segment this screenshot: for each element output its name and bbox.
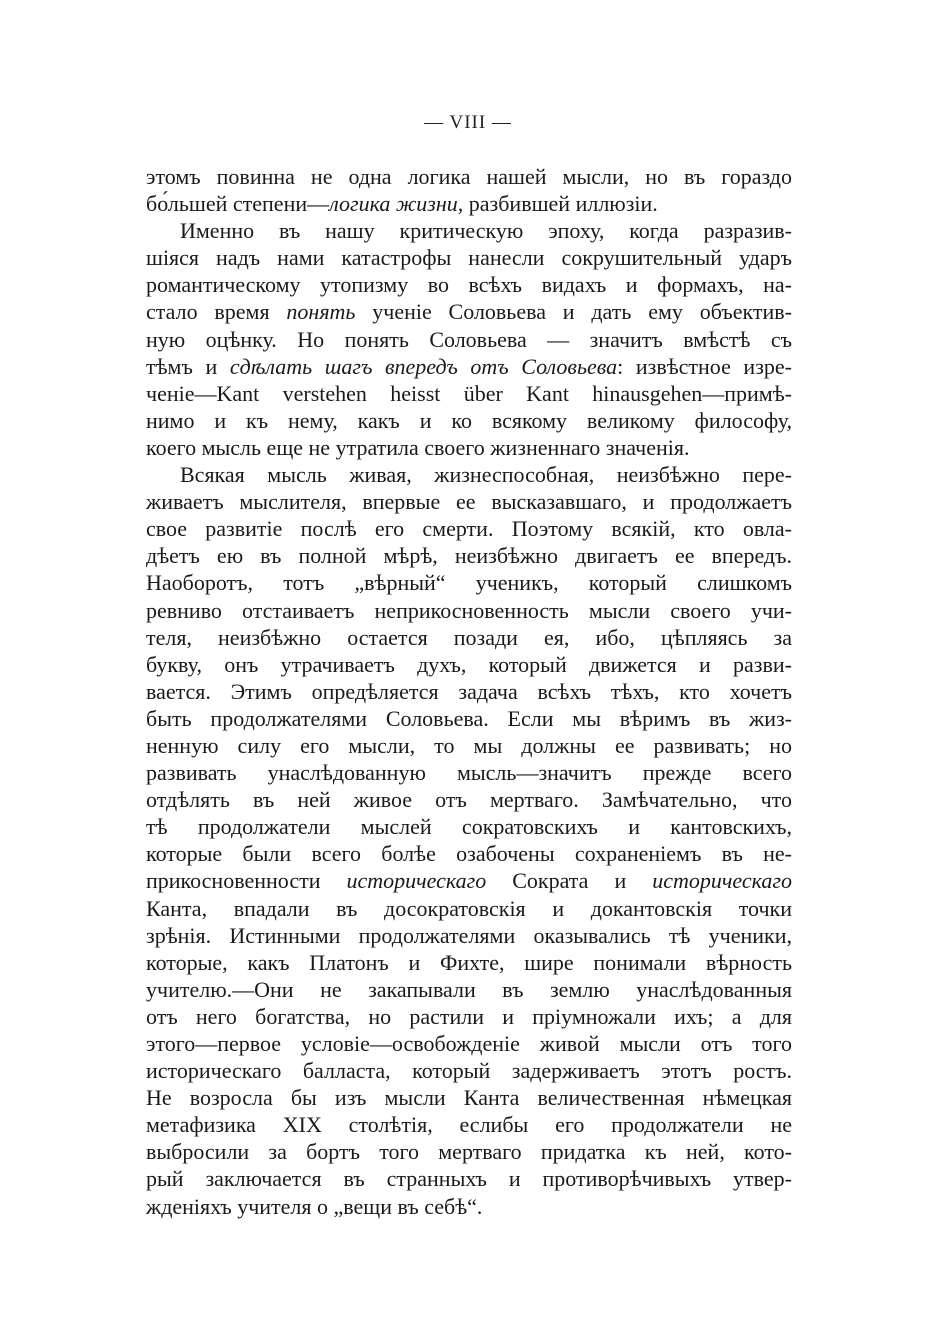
text-run: разбившей иллюзіи. <box>463 191 658 217</box>
text-run: выбросили за бортъ того мертваго придатка къ ней, кото- <box>146 1139 792 1165</box>
text-run: стало время <box>146 299 287 325</box>
text-run: жденіяхъ учителя о „вещи въ себѣ“. <box>146 1193 483 1219</box>
text-run: прикосновенности <box>146 868 347 894</box>
text-run: коего мысль еще не утратила своего жизненнаго значенія. <box>146 434 690 460</box>
text-run: этого—первое условіе—освобожденіе живой мысли отъ того <box>146 1031 792 1056</box>
text-run: ревниво отстаиваетъ неприкосновенность мысли своего учи- <box>146 597 792 623</box>
italic-run: историческаго <box>346 868 487 894</box>
text-run: : извѣстное изре- <box>617 353 792 379</box>
text-line <box>146 1084 792 1111</box>
text-run: ченіе—Kant verstehen heisst über Kant hinausgehen—примѣ- <box>146 380 792 406</box>
text-line <box>146 624 792 651</box>
text-line <box>146 949 792 976</box>
text-line <box>146 1111 792 1138</box>
text-line <box>146 895 792 922</box>
text-run: Наоборотъ, тотъ „вѣрный“ ученикъ, который слишкомъ <box>146 570 792 596</box>
text-run: ненную силу его мысли, то мы должны ее развивать; но <box>146 732 792 758</box>
text-line <box>146 1003 792 1030</box>
text-line <box>146 732 792 759</box>
italic-run: понять <box>286 299 356 325</box>
text-run: историческаго балласта, который задерживаетъ этотъ ростъ. <box>146 1058 792 1084</box>
text-line <box>146 1030 792 1057</box>
text-line <box>146 380 792 407</box>
text-line <box>146 515 792 542</box>
text-run: нимо и къ нему, какъ и ко всякому великому философу, <box>146 407 792 433</box>
text-run: Не возросла бы изъ мысли Канта величественная нѣмецкая <box>146 1085 792 1111</box>
italic-run: сдѣлать шагъ впередъ отъ Соловьева <box>229 353 618 379</box>
text-line <box>146 1165 792 1192</box>
text-line <box>146 651 792 678</box>
text-line <box>146 1138 792 1165</box>
text-run: отдѣлять въ ней живое отъ мертваго. Замѣчательно, что <box>146 787 792 813</box>
text-run: шіяся надъ нами катастрофы нанесли сокрушительный ударъ <box>146 245 792 271</box>
text-run: свое развитіе послѣ его смерти. Поэтому всякій, кто овла- <box>146 516 792 542</box>
text-line <box>146 569 792 596</box>
text-line <box>146 867 792 894</box>
text-line <box>146 488 792 515</box>
text-run: тѣ продолжатели мыслей сократовскихъ и кантовскихъ, <box>146 814 792 840</box>
text-line <box>146 353 792 380</box>
text-run: быть продолжателями Соловьева. Если мы вѣримъ въ жиз- <box>146 705 792 731</box>
text-run: Сократа и <box>486 868 653 894</box>
paragraph <box>146 461 792 1220</box>
page-number: — VIII — <box>424 112 512 133</box>
text-line <box>146 597 792 624</box>
text-run: вается. Этимъ опредѣляется задача всѣхъ тѣхъ, кто хочетъ <box>146 678 792 704</box>
text-run: зрѣнія. Истинными продолжателями оказывались тѣ ученики, <box>146 922 792 948</box>
text-run: Всякая мысль живая, жизнеспособная, неизбѣжно пере- <box>180 462 792 488</box>
body-text <box>146 163 792 1220</box>
text-run: бо́льшей степени— <box>146 191 330 217</box>
paragraph <box>146 163 792 217</box>
text-run: отъ него богатства, но растили и пріумножали ихъ; а для <box>146 1003 792 1029</box>
text-line <box>146 1057 792 1084</box>
text-run: живаетъ мыслителя, впервые ее высказавшаго, и продолжаетъ <box>146 489 792 515</box>
text-run: этомъ повинна не одна логика нашей мысли, но въ гораздо <box>146 164 792 189</box>
text-line <box>146 326 792 353</box>
text-run: ную оцѣнку. Но понять Соловьева — значитъ вмѣстѣ съ <box>146 326 792 352</box>
text-run: букву, онъ утрачиваетъ духъ, который движется и разви- <box>146 651 792 677</box>
text-line <box>146 244 792 271</box>
text-run: тѣмъ и <box>146 353 230 379</box>
text-run: Именно въ нашу критическую эпоху, когда разразив- <box>180 218 792 244</box>
text-line <box>146 271 792 298</box>
text-line <box>146 163 792 190</box>
text-line <box>146 434 792 461</box>
text-run: которые, какъ Платонъ и Фихте, шире понимали вѣрность <box>146 949 792 975</box>
text-line <box>146 922 792 949</box>
text-run: Канта, впадали въ досократовскія и докантовскія точки <box>146 895 792 921</box>
text-line <box>146 840 792 867</box>
text-line <box>146 678 792 705</box>
text-line <box>146 217 792 244</box>
text-line <box>146 298 792 325</box>
text-line <box>146 190 792 217</box>
italic-run: историческаго <box>652 868 792 894</box>
text-run: ученіе Соловьева и дать ему объектив- <box>355 299 792 325</box>
text-line <box>146 813 792 840</box>
text-run: учителю.—Они не закапывали въ землю унаслѣдованныя <box>146 976 792 1002</box>
text-line <box>146 705 792 732</box>
text-line <box>146 759 792 786</box>
text-line <box>146 1193 792 1220</box>
text-run: романтическому утопизму во всѣхъ видахъ и формахъ, на- <box>146 272 792 298</box>
text-run: которые были всего болѣе озабочены сохраненіемъ въ не- <box>146 841 792 867</box>
paragraph <box>146 217 792 461</box>
text-line <box>146 786 792 813</box>
text-line <box>146 461 792 488</box>
text-run: метафизика XIX столѣтія, еслибы его продолжатели не <box>146 1112 792 1138</box>
text-run: развивать унаслѣдованную мысль—значитъ прежде всего <box>146 760 792 786</box>
text-run: рый заключается въ странныхъ и противорѣчивыхъ утвер- <box>146 1166 792 1192</box>
italic-run: логика жизни, <box>329 191 464 217</box>
text-run: теля, неизбѣжно остается позади ея, ибо, цѣпляясь за <box>146 624 792 650</box>
text-run: дѣетъ ею въ полной мѣрѣ, неизбѣжно двигаетъ ее впередъ. <box>146 543 792 569</box>
text-line <box>146 976 792 1003</box>
text-line <box>146 542 792 569</box>
text-line <box>146 407 792 434</box>
